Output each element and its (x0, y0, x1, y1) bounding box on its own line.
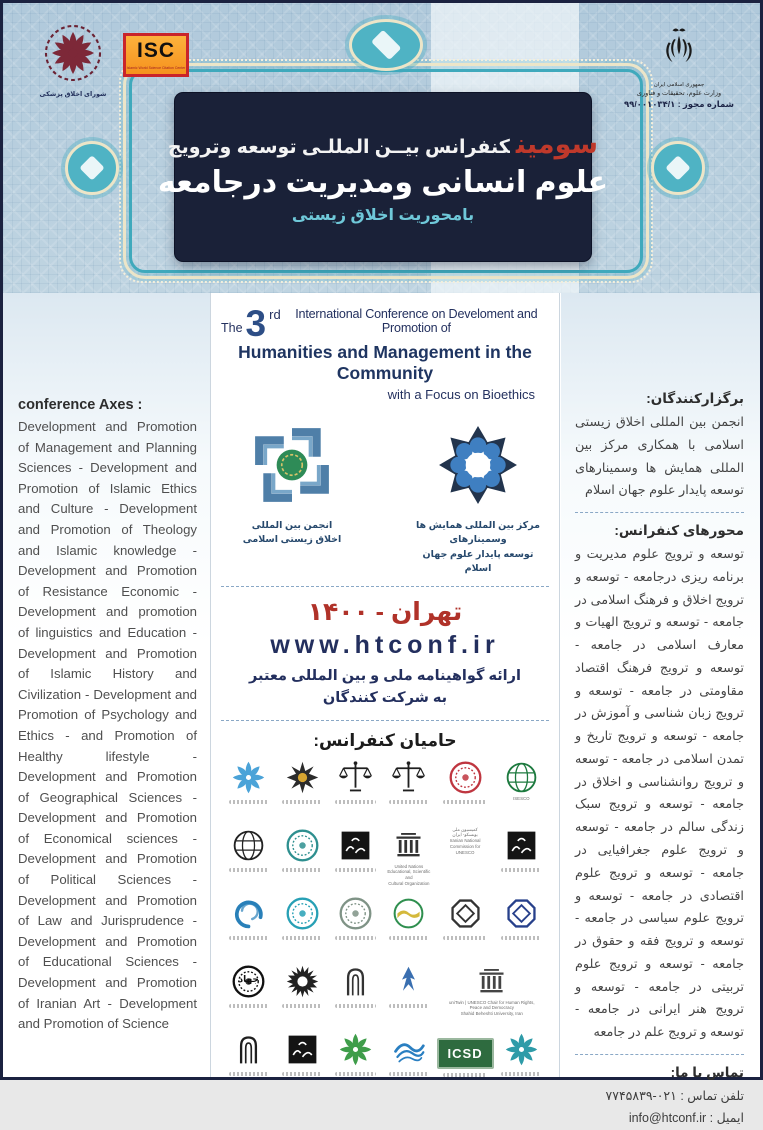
knot-square-institute-caption-squiggle (282, 1072, 322, 1076)
banner-line1-rest: کنفرانس بیــن المللـی توسعه وترویج (167, 137, 510, 158)
sponsor-logo-humanities-research-institute (276, 961, 327, 1025)
banner-line2: علوم انسانی ومدیریت درجامعه (157, 166, 609, 199)
sponsors-heading: حامیان کنفرانس: (313, 730, 457, 750)
city-year: تهران - ۱۴۰۰ (307, 598, 463, 626)
sponsor-logo-bioethics-assoc (223, 757, 274, 821)
ethics-law-research-center-icon (284, 827, 321, 864)
justice-org-icon (390, 759, 427, 796)
sponsor-logo-book-outline-institute (223, 1029, 274, 1093)
justice-ministry-caption-squiggle (335, 800, 375, 804)
bioethics-assoc-icon (230, 759, 267, 796)
sponsor-logo-blue-swoosh-org (223, 893, 274, 957)
caption-line: اخلاق زیستی اسلامی (242, 534, 342, 546)
bioethics-assoc-caption-squiggle (229, 800, 269, 804)
bioethics-association-caption (222, 519, 362, 548)
phone-label: تلفن تماس : (680, 1088, 744, 1103)
isc-logo (123, 33, 189, 77)
sponsor-logo-ethics-law-research-center (276, 825, 327, 889)
conference-website: www.htconf.ir (270, 631, 500, 659)
blue-swoosh-org-icon (230, 895, 267, 932)
persian-axes-body: توسعه و ترویج علوم مدیریت و برنامه ریزی درجامعه - توسعه و ترویج اخلاق و فرهنگ اسلامی در جامعه - توسعه و ترویج الهیات و معارف اسلامی در جامعه - توسعه و ترویج فرهنگ اقتصاد مقاومتی در جامعه - توسعه و ترویج زبان شناسی و آموزش در جامعه - توسعه و ترویج تاریخ و تمدن اسلامی در جامعه - توسعه و ترویج روانشناسی و اخلاق در جامعه - توسعه و ترویج سبک زندگی سالم در جامعه - توسعه و ترویج علوم جغرافیایی در جامعه - توسعه و ترویج علوم اقتصادی در جامعه - توسعه و ترویج علوم سیاسی در جامعه - توسعه و ترویج فقه و حقوق در جامعه - توسعه و ترویج علوم تربیتی در جامعه - توسعه و ترویج هنر ایرانی در جامعه - توسعه و ترویج علم در جامعه (575, 546, 744, 1040)
certificate-note: ارائه گواهینامه ملی و بین المللی معتبر به شرکت کنندگان (249, 668, 521, 706)
book-outline-institute-icon (230, 1031, 267, 1068)
compass-university-caption-squiggle (282, 936, 322, 940)
unesco-caption: United Nations (394, 863, 424, 869)
compass-university-icon (284, 895, 321, 932)
sponsor-logo-unesco-chair-sbu (437, 961, 547, 1025)
organizers-body: انجمن بین المللی اخلاق زیستی اسلامی با همکاری مرکز بین المللی همایش ها وسمینارهای توسعه پایدار علوم جهان اسلام (575, 414, 744, 498)
title-line2: Humanities and Management in the Community (238, 342, 532, 383)
sponsor-logo-unesco-iran-commission (437, 825, 494, 889)
unesco-iran-commission-caption: Iranian National (449, 838, 481, 844)
title-the: The (221, 321, 243, 335)
knot-square-institute-icon (284, 1031, 321, 1068)
science-star-caption-squiggle (282, 800, 322, 804)
unesco-chair-sbu-caption: uniTwin | UNESCO Chair for Human Rights, (448, 999, 535, 1005)
science-star-icon (284, 759, 321, 796)
caption-line: توسعه پایدار علوم جهان اسلام (422, 548, 534, 574)
iranian-culture-foundation-icon (337, 1031, 374, 1068)
justice-org-caption-squiggle (389, 800, 429, 804)
english-title-block (221, 303, 549, 402)
unesco-chair-sbu-caption: Shahid Beheshti University, Iran (460, 1011, 523, 1017)
medical-ethics-council-logo (31, 23, 115, 98)
humanities-research-institute-caption-squiggle (282, 1004, 322, 1008)
emblem-caption-line1: جمهوری اسلامی ایران (653, 82, 705, 88)
conference-center-caption (408, 519, 548, 576)
title-line3: with a Focus on Bioethics (387, 387, 535, 402)
sponsor-logo-sbu-law-faculty (496, 825, 547, 889)
sponsor-logo-justice-org (383, 757, 434, 821)
iranian-culture-foundation-caption-squiggle (335, 1072, 375, 1076)
bioethics-association-logo (222, 424, 362, 548)
persian-info-column (561, 293, 760, 1126)
octagon-star-university-icon (447, 895, 484, 932)
sponsor-logo-justice-ministry (330, 757, 381, 821)
unesco-caption: Educational, Scientific and (387, 869, 431, 881)
humanities-research-institute-icon (284, 963, 321, 1000)
icsd-caption-squiggle (443, 1073, 488, 1077)
legal-rights-assoc-icon (447, 759, 484, 796)
english-axes-body: Development and Promotion of Management and Planning Sciences - Development and Promotion of Islamic Ethics and Culture - Development and Promotion of Theology and Islamic knowledge - Development and Promotion of Resistance Economic - Development and promotion of linguistics and Education - Development and Promotion of Islamic History and Civilization - Development and Promotion of Psychology and Ethics - and Promotion of Healthy lifestyle - Development and Promotion of Geographical Sciences - Development and Promotion of Economical sciences - Development and Promotion of Political Sciences - Development and Promotion of Law and Jurisprudence - Development and Promotion of Educational Sciences - Development and Promotion of Iranian Art - Development and Promotion of Science (18, 419, 197, 1032)
unesco-iran-commission-caption: کمیسیون ملی (452, 826, 478, 832)
separator (575, 512, 744, 513)
sponsor-logo-knot-square-institute (276, 1029, 327, 1093)
flower-star-emblem-icon (437, 424, 519, 506)
ethics-law-research-center-caption-squiggle (282, 868, 322, 872)
sponsor-logo-isesco (496, 757, 547, 821)
contact-heading: تماس با ما: (670, 1064, 744, 1080)
separator (221, 586, 549, 587)
shahid-beheshti-university-icon (337, 827, 374, 864)
organizer-logos-row (221, 424, 549, 576)
unesco-icon (390, 827, 427, 864)
english-axes-column (3, 293, 210, 1077)
persian-title-banner (157, 93, 609, 261)
sponsor-logo-qom-university-of-technology (496, 893, 547, 957)
law-society-circle-caption-squiggle (335, 936, 375, 940)
banner-line1 (168, 129, 598, 160)
qom-university-of-technology-caption-squiggle (501, 936, 541, 940)
green-wave-institute-caption-squiggle (389, 936, 429, 940)
title-ordinal: rd (269, 307, 281, 322)
unesco-chair-sbu-caption: Peace and Democracy (469, 1005, 514, 1011)
caption-line: انجمن بین المللی (251, 520, 333, 531)
sponsor-logo-icsd (437, 1029, 494, 1093)
green-wave-institute-icon (390, 895, 427, 932)
conference-center-logo (408, 424, 548, 576)
unesco-iran-commission-caption: یونسکو- ایران (452, 832, 478, 838)
frame-medallion-top-icon (349, 19, 423, 71)
sustainable-dev-conference-center-icon (390, 1031, 427, 1068)
sbu-law-faculty-icon (503, 827, 540, 864)
sponsor-logo-quran-university (330, 961, 381, 1025)
banner-line3: بامحوریت اخلاق زیستی (291, 207, 475, 224)
sponsor-logo-green-wave-institute (383, 893, 434, 957)
unesco-iran-commission-caption: UNESCO (455, 850, 475, 856)
book-outline-institute-caption-squiggle (229, 1072, 269, 1076)
sponsor-logo-law-society-circle (330, 893, 381, 957)
elite-association-caption-squiggle (501, 1072, 541, 1076)
islamic-human-rights-commission-caption-squiggle (229, 868, 269, 872)
octagon-star-university-caption-squiggle (443, 936, 488, 940)
quran-university-icon (337, 963, 374, 1000)
shahid-beheshti-university-caption-squiggle (335, 868, 375, 872)
sponsor-logo-islamic-azad-university (383, 961, 434, 1025)
title-line1: International Conference on Develoment and Promotion of (295, 307, 538, 335)
islamic-azad-university-icon (390, 963, 427, 1000)
banner-ordinal: سومین (515, 129, 599, 159)
persian-axes-heading: محورهای کنفرانس: (614, 523, 744, 539)
ministry-name: وزارت علوم، تحقیقات و فناوری (636, 90, 722, 97)
contact-email-line (575, 1107, 744, 1130)
sponsor-logo-compass-university (276, 893, 327, 957)
ministry-emblem-block (620, 25, 738, 110)
jahad-daneshgahi-label: جهاد (238, 973, 259, 984)
isesco-caption: ISESCO (513, 795, 530, 801)
organizers-heading: برگزارکنندگان: (646, 391, 744, 406)
sustainable-dev-conference-center-caption-squiggle (389, 1072, 429, 1076)
frame-medallion-right-icon (651, 141, 705, 195)
unesco-iran-commission-caption: Commission for (449, 844, 481, 850)
separator (221, 720, 549, 721)
sponsor-logo-elite-association (496, 1029, 547, 1093)
sponsor-logo-octagon-star-university (437, 893, 494, 957)
isesco-icon (503, 759, 540, 796)
sponsor-logo-sustainable-dev-conference-center (383, 1029, 434, 1093)
legal-rights-assoc-caption-squiggle (443, 800, 488, 804)
sponsor-logo-unesco (383, 825, 434, 889)
sponsor-logo-legal-rights-assoc (437, 757, 494, 821)
medical-ethics-council-caption: شورای اخلاق پزشکی (39, 91, 107, 98)
unesco-chair-sbu-icon (473, 963, 510, 1000)
elite-association-icon (503, 1031, 540, 1068)
contact-phone-line (575, 1085, 744, 1108)
center-panel (210, 293, 560, 1077)
knot-emblem-icon (251, 424, 333, 506)
top-decorative-section (3, 3, 760, 293)
law-society-circle-icon (337, 895, 374, 932)
isc-subtext: Islamic World Science Citation Center (126, 66, 186, 70)
frame-medallion-left-icon (65, 141, 119, 195)
separator (575, 1054, 744, 1055)
english-axes-heading: conference Axes : (18, 397, 143, 413)
sponsor-logo-islamic-human-rights-commission (223, 825, 274, 889)
sponsor-logo-shahid-beheshti-university (330, 825, 381, 889)
iran-emblem-icon (657, 25, 701, 77)
email-address: info@htconf.ir (628, 1111, 707, 1126)
sponsor-logo-science-star (276, 757, 327, 821)
unesco-caption: Cultural Organization (388, 881, 430, 887)
sbu-law-faculty-caption-squiggle (501, 868, 541, 872)
qom-university-of-technology-icon (503, 895, 540, 932)
title-number: 3 (245, 303, 267, 345)
email-label: ایمیل : (709, 1111, 744, 1126)
islamic-azad-university-caption-squiggle (389, 1004, 429, 1008)
quran-university-caption-squiggle (335, 1004, 375, 1008)
justice-ministry-icon (337, 759, 374, 796)
icsd-label: ICSD (437, 1038, 494, 1069)
license-number: شماره مجوز : ۹۹/۰۰۱۰۳۴/۱ (623, 99, 735, 109)
islamic-human-rights-commission-icon (230, 827, 267, 864)
sponsors-grid (221, 757, 549, 1093)
medallion-flower-icon (43, 23, 103, 83)
caption-line: مرکز بین المللی همایش ها وسمینارهای (415, 520, 540, 546)
sponsor-logo-jahad-daneshgahi (223, 961, 274, 1025)
sponsor-logo-iranian-culture-foundation (330, 1029, 381, 1093)
jahad-daneshgahi-caption-squiggle (229, 1004, 269, 1008)
blue-swoosh-org-caption-squiggle (229, 936, 269, 940)
isc-label: ISC (136, 39, 175, 62)
phone-number: ۰۲۱-۷۷۴۵۸۳۹ (605, 1088, 677, 1103)
